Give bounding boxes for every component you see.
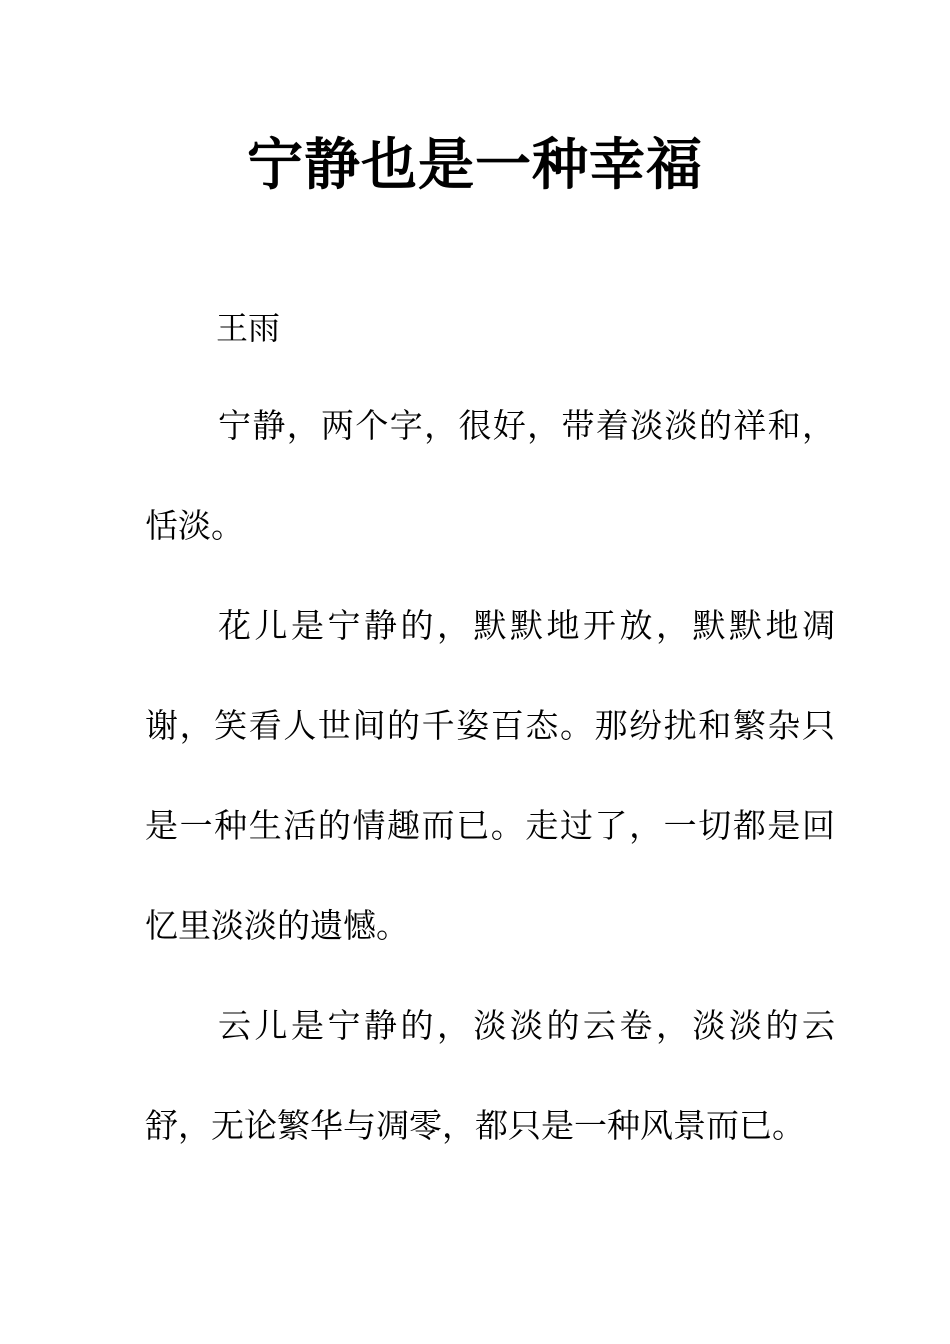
paragraph-1: 宁静，两个字，很好，带着淡淡的祥和，恬淡。: [145, 406, 835, 545]
document-title: 宁静也是一种幸福: [247, 133, 703, 198]
document-body: [145, 376, 835, 1176]
author-name: 王雨: [216, 309, 281, 347]
paragraph-2: 花儿是宁静的，默默地开放，默默地凋谢，笑看人世间的千姿百态。那纷扰和繁杂只是一种生活的情趣而已。走过了，一切都是回忆里淡淡的遗憾。: [145, 606, 835, 945]
paragraph-3: 云儿是宁静的，淡淡的云卷，淡淡的云舒，无论繁华与凋零，都只是一种风景而已。: [145, 1006, 835, 1145]
